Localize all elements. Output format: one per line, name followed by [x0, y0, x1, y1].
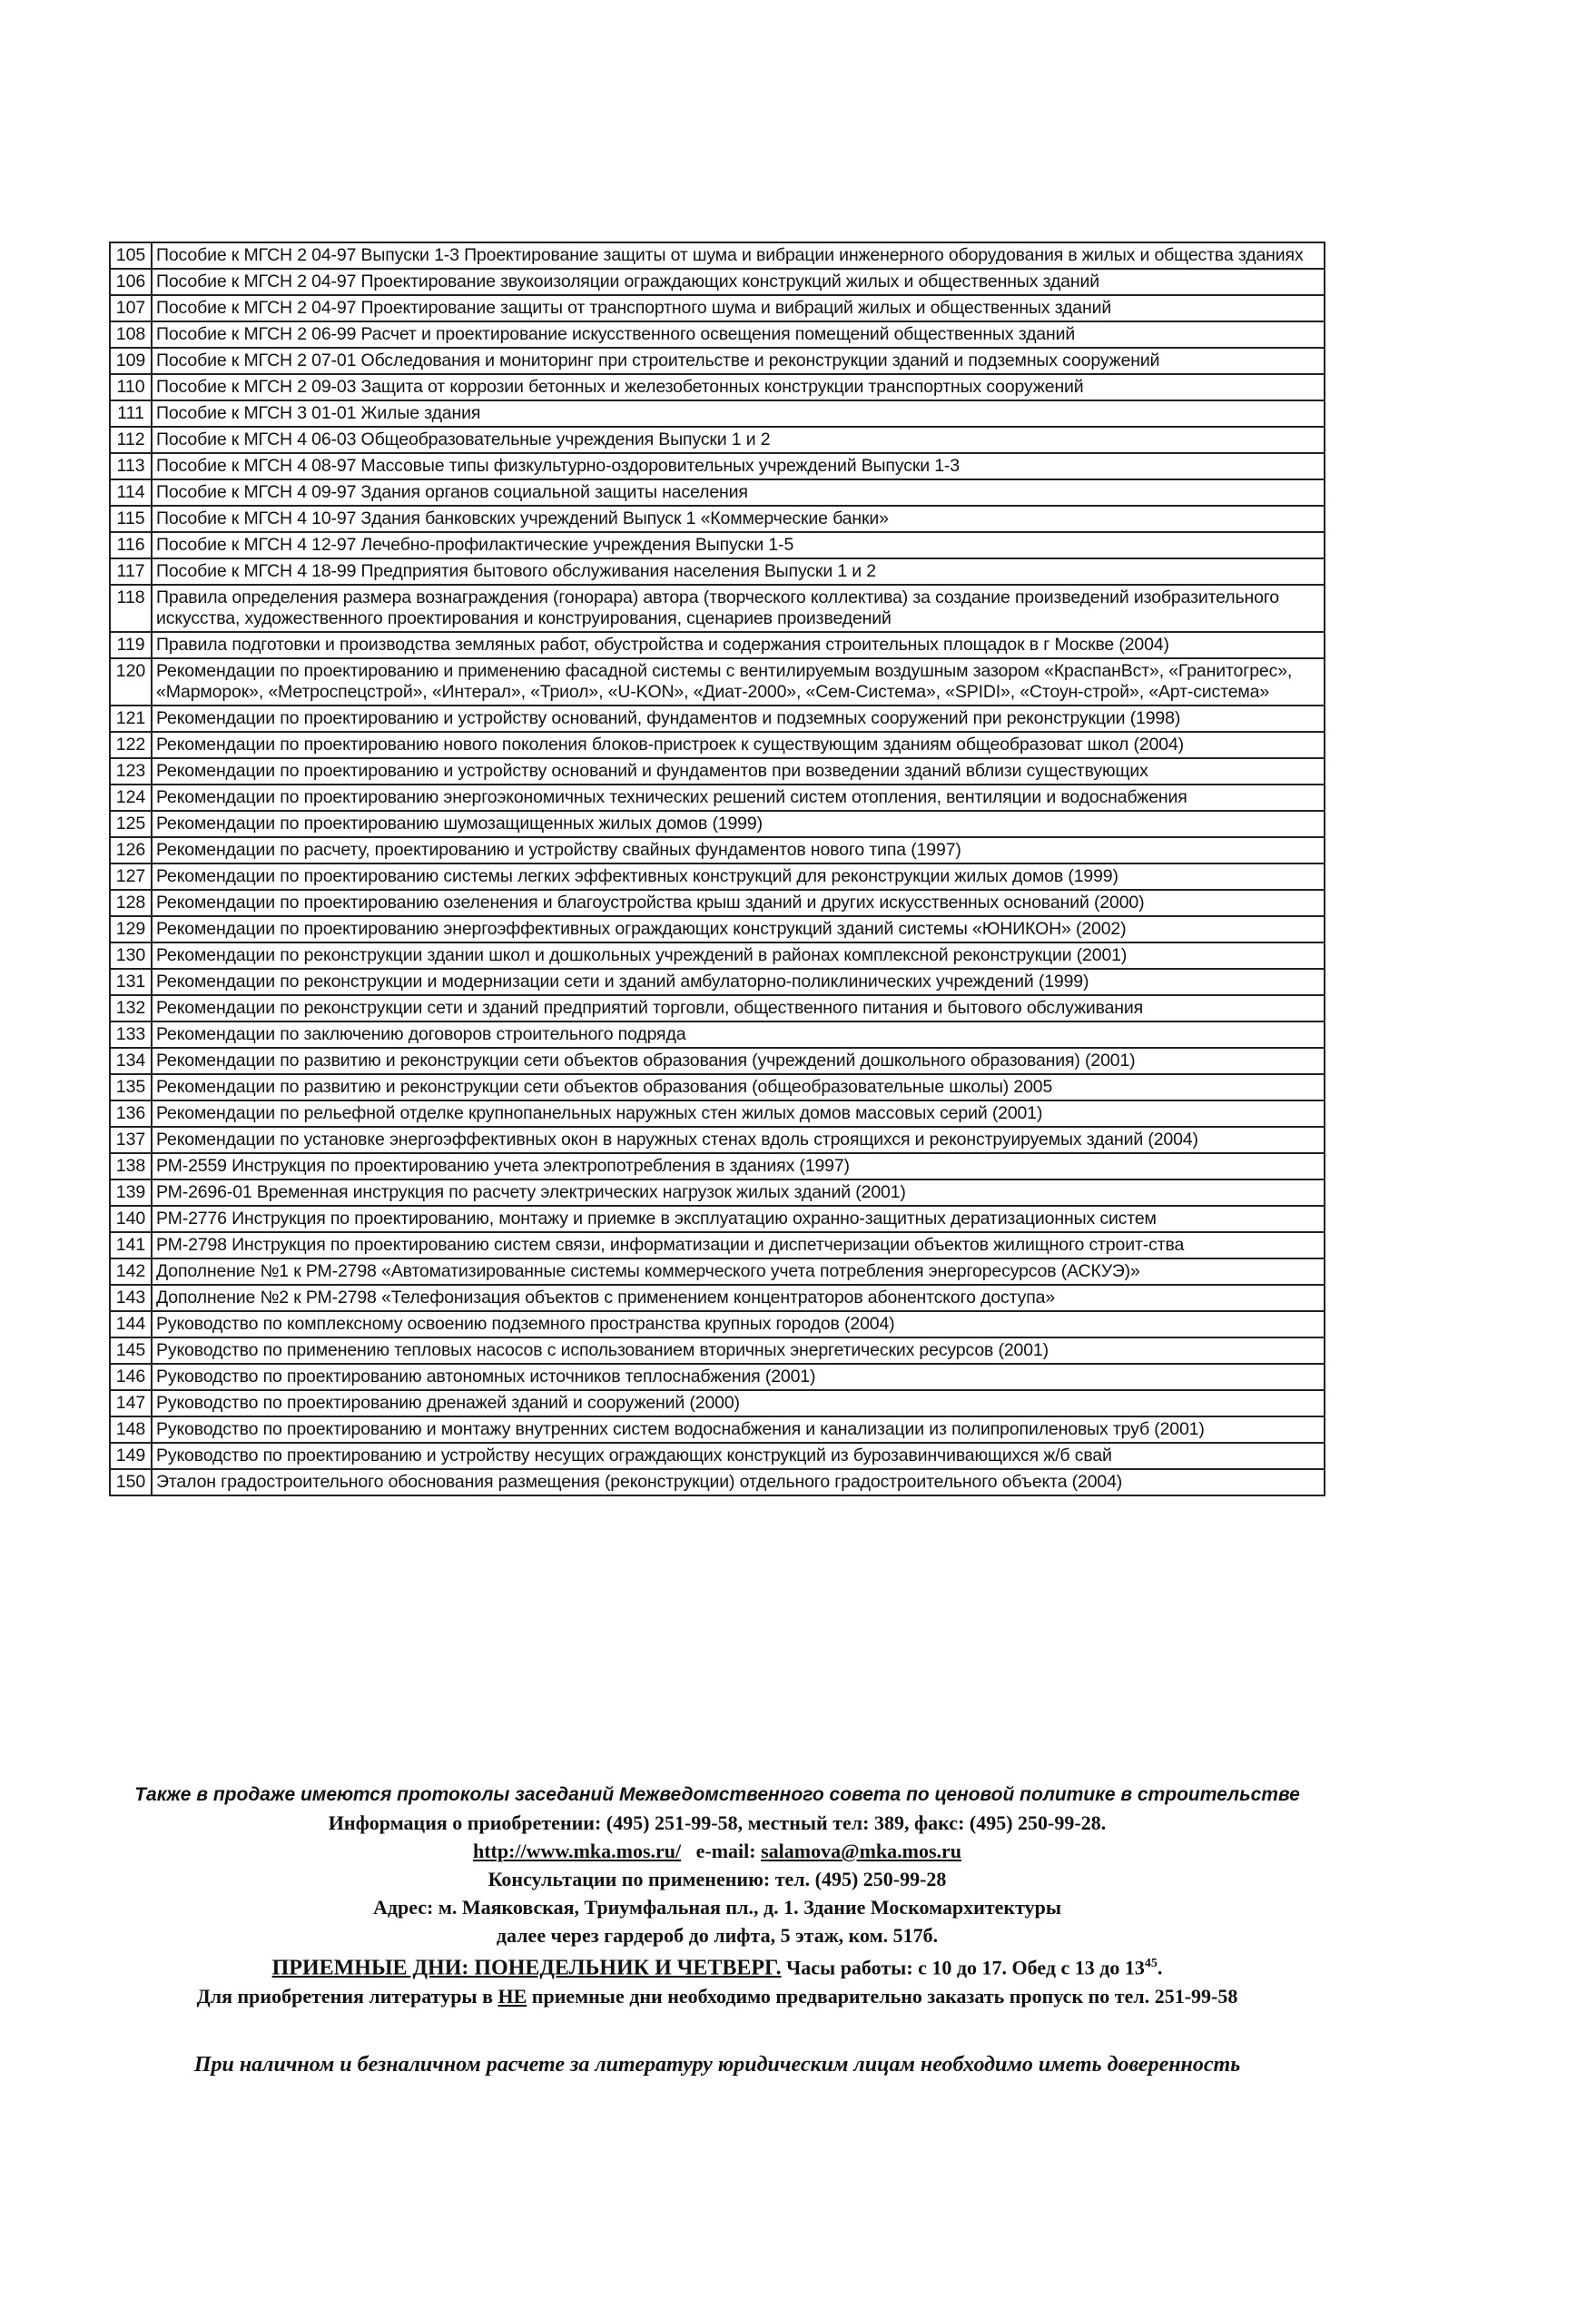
row-title: РМ-2559 Инструкция по проектированию учета электропотребления в зданиях (1997): [152, 1153, 1325, 1179]
row-title: РМ-2696-01 Временная инструкция по расчету электрических нагрузок жилых зданий (2001): [152, 1179, 1325, 1206]
table-row: [110, 400, 1325, 427]
row-title: Пособие к МГСН 2 09-03 Защита от коррозии бетонных и железобетонных конструкции транспортных сооружений: [152, 374, 1325, 400]
row-title: Руководство по проектированию и монтажу внутренних систем водоснабжения и канализации из полипропиленовых труб (2001): [152, 1416, 1325, 1443]
row-title: Рекомендации по развитию и реконструкции сети объектов образования (учреждений дошкольного образования) (2001): [152, 1048, 1325, 1074]
table-row: [110, 479, 1325, 506]
row-title: Пособие к МГСН 4 09-97 Здания органов социальной защиты населения: [152, 479, 1325, 506]
table-row: [110, 837, 1325, 863]
row-number: 119: [110, 632, 152, 658]
row-number: 120: [110, 658, 152, 706]
row-title: Рекомендации по установке энергоэффективных окон в наружных стенах вдоль строящихся и реконструируемых зданий (2004): [152, 1127, 1325, 1153]
hours-superscript: 45: [1144, 1957, 1158, 1970]
table-row: [110, 1127, 1325, 1153]
table-row: [110, 942, 1325, 969]
row-number: 143: [110, 1285, 152, 1311]
address-line: Адрес: м. Маяковская, Триумфальная пл., д. 1. Здание Москомархитектуры: [372, 1896, 1062, 1919]
row-title: Дополнение №1 к РМ-2798 «Автоматизированные системы коммерческого учета потребления энергоресурсов (АСКУЭ)»: [152, 1258, 1325, 1285]
row-title: Рекомендации по расчету, проектированию и устройству свайных фундаментов нового типа (1997): [152, 837, 1325, 863]
row-number: 133: [110, 1021, 152, 1048]
row-title: Пособие к МГСН 4 08-97 Массовые типы физкультурно-оздоровительных учреждений Выпуски 1-3: [152, 453, 1325, 479]
row-number: 125: [110, 811, 152, 837]
contact-line: [82, 1837, 1353, 1865]
row-number: 123: [110, 758, 152, 785]
row-title: Правила определения размера вознаграждения (гонорара) автора (творческого коллектива) за создание произведений изобразительного искусства, художественного проектирования и конструирования, сценариев произведений: [152, 585, 1325, 632]
table-row: [110, 269, 1325, 295]
table-row: [110, 374, 1325, 400]
literature-table-body: [110, 242, 1325, 1495]
table-row: [110, 1074, 1325, 1100]
table-row: [110, 532, 1325, 558]
row-number: 139: [110, 1179, 152, 1206]
table-row: [110, 1311, 1325, 1337]
row-title: Пособие к МГСН 2 07-01 Обследования и мониторинг при строительстве и реконструкции зданий и подземных сооружений: [152, 348, 1325, 374]
row-title: Пособие к МГСН 2 06-99 Расчет и проектирование искусственного освещения помещений общественных зданий: [152, 321, 1325, 348]
row-number: 107: [110, 295, 152, 321]
row-number: 148: [110, 1416, 152, 1443]
row-number: 142: [110, 1258, 152, 1285]
row-number: 138: [110, 1153, 152, 1179]
email-link[interactable]: salamova@mka.mos.ru: [761, 1840, 962, 1862]
row-title: Рекомендации по реконструкции сети и зданий предприятий торговли, общественного питания и бытового обслуживания: [152, 995, 1325, 1021]
row-number: 141: [110, 1232, 152, 1258]
row-number: 114: [110, 479, 152, 506]
row-number: 128: [110, 890, 152, 916]
row-title: Рекомендации по проектированию энергоэффективных ограждающих конструкций зданий системы «ЮНИКОН» (2002): [152, 916, 1325, 942]
row-number: 147: [110, 1390, 152, 1416]
hours-end: .: [1157, 1956, 1163, 1979]
table-row: [110, 658, 1325, 706]
table-row: [110, 321, 1325, 348]
table-row: [110, 732, 1325, 758]
row-number: 146: [110, 1364, 152, 1390]
email-label: e-mail:: [695, 1840, 756, 1862]
footer-info: [82, 1781, 1353, 2079]
row-title: Рекомендации по проектированию энергоэкономичных технических решений систем отопления, вентиляции и водоснабжения: [152, 785, 1325, 811]
table-row: [110, 1048, 1325, 1074]
table-row: [110, 506, 1325, 532]
row-number: 150: [110, 1469, 152, 1495]
table-row: [110, 1179, 1325, 1206]
row-number: 124: [110, 785, 152, 811]
table-row: [110, 758, 1325, 785]
row-number: 130: [110, 942, 152, 969]
table-row: [110, 1232, 1325, 1258]
row-number: 116: [110, 532, 152, 558]
table-row: [110, 348, 1325, 374]
row-title: Дополнение №2 к РМ-2798 «Телефонизация объектов с применением концентраторов абонентского доступа»: [152, 1285, 1325, 1311]
row-number: 115: [110, 506, 152, 532]
row-number: 118: [110, 585, 152, 632]
pass-pre: Для приобретения литературы в: [196, 1985, 493, 2008]
row-number: 109: [110, 348, 152, 374]
row-number: 122: [110, 732, 152, 758]
row-title: Пособие к МГСН 2 04-97 Проектирование звукоизоляции ограждающих конструкций жилых и общественных зданий: [152, 269, 1325, 295]
row-title: Пособие к МГСН 4 18-99 Предприятия бытового обслуживания населения Выпуски 1 и 2: [152, 558, 1325, 585]
row-number: 121: [110, 706, 152, 732]
row-number: 117: [110, 558, 152, 585]
table-row: [110, 785, 1325, 811]
table-row: [110, 1469, 1325, 1495]
table-row: [110, 1285, 1325, 1311]
table-row: [110, 1337, 1325, 1364]
row-number: 140: [110, 1206, 152, 1232]
row-title: Рекомендации по заключению договоров строительного подряда: [152, 1021, 1325, 1048]
row-number: 110: [110, 374, 152, 400]
pass-line: [82, 1982, 1353, 2010]
row-title: Правила подготовки и производства земляных работ, обустройства и содержания строительных площадок в г Москве (2004): [152, 632, 1325, 658]
row-title: Руководство по применению тепловых насосов с использованием вторичных энергетических ресурсов (2001): [152, 1337, 1325, 1364]
row-title: РМ-2798 Инструкция по проектированию систем связи, информатизации и диспетчеризации объектов жилищного строит-ства: [152, 1232, 1325, 1258]
hours-line: [82, 1949, 1353, 1982]
row-number: 134: [110, 1048, 152, 1074]
row-title: Эталон градостроительного обоснования размещения (реконструкции) отдельного градостроительного объекта (2004): [152, 1469, 1325, 1495]
table-row: [110, 969, 1325, 995]
table-row: [110, 890, 1325, 916]
table-row: [110, 1206, 1325, 1232]
row-number: 135: [110, 1074, 152, 1100]
purchase-info: Информация о приобретении: (495) 251-99-58, местный тел: 389, факс: (495) 250-99-28.: [328, 1811, 1107, 1834]
table-row: [110, 1443, 1325, 1469]
row-number: 127: [110, 863, 152, 890]
row-title: Руководство по проектированию дренажей зданий и сооружений (2000): [152, 1390, 1325, 1416]
table-row: [110, 585, 1325, 632]
row-title: Пособие к МГСН 4 12-97 Лечебно-профилактические учреждения Выпуски 1-5: [152, 532, 1325, 558]
table-row: [110, 1258, 1325, 1285]
row-title: Пособие к МГСН 2 04-97 Выпуски 1-3 Проектирование защиты от шума и вибрации инженерного оборудования в жилых и общества зданиях: [152, 242, 1325, 269]
row-number: 145: [110, 1337, 152, 1364]
row-number: 129: [110, 916, 152, 942]
row-title: Руководство по проектированию и устройству несущих ограждающих конструкций из бурозавинчивающихся ж/б свай: [152, 1443, 1325, 1469]
reception-days: ПРИЕМНЫЕ ДНИ: ПОНЕДЕЛЬНИК И ЧЕТВЕРГ.: [271, 1956, 782, 1980]
row-number: 105: [110, 242, 152, 269]
row-title: Рекомендации по проектированию шумозащищенных жилых домов (1999): [152, 811, 1325, 837]
row-title: Рекомендации по проектированию и применению фасадной системы с вентилируемым воздушным зазором «КраспанВст», «Гранитогрес», «Марморок», «Метроспецстрой», «Интерал», «Триол», «U-KON», «Диат-2000», «Сем-Система», «SPIDI», «Стоун-строй», «Арт-система»: [152, 658, 1325, 706]
table-row: [110, 1390, 1325, 1416]
row-number: 131: [110, 969, 152, 995]
row-title: РМ-2776 Инструкция по проектированию, монтажу и приемке в эксплуатацию охранно-защитных дератизационных систем: [152, 1206, 1325, 1232]
pass-post: приемные дни необходимо предварительно заказать пропуск по тел. 251-99-58: [531, 1985, 1238, 2008]
table-row: [110, 1364, 1325, 1390]
website-link[interactable]: http://www.mka.mos.ru/: [472, 1840, 682, 1862]
table-row: [110, 242, 1325, 269]
row-title: Пособие к МГСН 3 01-01 Жилые здания: [152, 400, 1325, 427]
row-title: Рекомендации по реконструкции здании школ и дошкольных учреждений в районах комплексной реконструкции (2001): [152, 942, 1325, 969]
table-row: [110, 863, 1325, 890]
table-row: [110, 706, 1325, 732]
table-row: [110, 1021, 1325, 1048]
table-row: [110, 916, 1325, 942]
pass-ne: НЕ: [498, 1985, 527, 2008]
table-row: [110, 295, 1325, 321]
row-title: Рекомендации по развитию и реконструкции сети объектов образования (общеобразовательные школы) 2005: [152, 1074, 1325, 1100]
row-title: Рекомендации по проектированию системы легких эффективных конструкций для реконструкции жилых домов (1999): [152, 863, 1325, 890]
row-title: Рекомендации по проектированию и устройству оснований, фундаментов и подземных сооружений при реконструкции (1998): [152, 706, 1325, 732]
row-number: 132: [110, 995, 152, 1021]
row-number: 144: [110, 1311, 152, 1337]
row-title: Пособие к МГСН 4 10-97 Здания банковских учреждений Выпуск 1 «Коммерческие банки»: [152, 506, 1325, 532]
row-title: Рекомендации по проектированию и устройству оснований и фундаментов при возведении зданий вблизи существующих: [152, 758, 1325, 785]
row-number: 106: [110, 269, 152, 295]
directions-line: далее через гардероб до лифта, 5 этаж, ком. 517б.: [496, 1924, 939, 1947]
consult-line: Консультации по применению: тел. (495) 250-99-28: [488, 1868, 947, 1890]
row-title: Рекомендации по рельефной отделке крупнопанельных наружных стен жилых домов массовых серий (2001): [152, 1100, 1325, 1127]
row-number: 137: [110, 1127, 152, 1153]
row-number: 108: [110, 321, 152, 348]
working-hours: Часы работы: с 10 до 17. Обед с 13 до 13: [786, 1956, 1145, 1979]
table-row: [110, 453, 1325, 479]
row-title: Руководство по проектированию автономных источников теплоснабжения (2001): [152, 1364, 1325, 1390]
table-row: [110, 995, 1325, 1021]
literature-table: [109, 242, 1325, 1496]
row-number: 149: [110, 1443, 152, 1469]
table-row: [110, 632, 1325, 658]
row-title: Рекомендации по реконструкции и модернизации сети и зданий амбулаторно-поликлинических учреждений (1999): [152, 969, 1325, 995]
row-title: Рекомендации по проектированию нового поколения блоков-пристроек к существующим зданиям общеобразоват школ (2004): [152, 732, 1325, 758]
row-number: 111: [110, 400, 152, 427]
table-row: [110, 1153, 1325, 1179]
row-title: Пособие к МГСН 4 06-03 Общеобразовательные учреждения Выпуски 1 и 2: [152, 427, 1325, 453]
row-number: 113: [110, 453, 152, 479]
table-row: [110, 427, 1325, 453]
table-row: [110, 1100, 1325, 1127]
row-number: 136: [110, 1100, 152, 1127]
row-title: Рекомендации по проектированию озеленения и благоустройства крыш зданий и других искусственных оснований (2000): [152, 890, 1325, 916]
table-row: [110, 558, 1325, 585]
protocols-note: Также в продаже имеются протоколы заседаний Межведомственного совета по ценовой политике в строительстве: [134, 1784, 1300, 1805]
row-number: 112: [110, 427, 152, 453]
row-number: 126: [110, 837, 152, 863]
row-title: Пособие к МГСН 2 04-97 Проектирование защиты от транспортного шума и вибраций жилых и общественных зданий: [152, 295, 1325, 321]
table-row: [110, 811, 1325, 837]
closing-note: При наличном и безналичном расчете за литературу юридическим лицам необходимо иметь доверенность: [193, 2053, 1241, 2077]
row-title: Руководство по комплексному освоению подземного пространства крупных городов (2004): [152, 1311, 1325, 1337]
table-row: [110, 1416, 1325, 1443]
